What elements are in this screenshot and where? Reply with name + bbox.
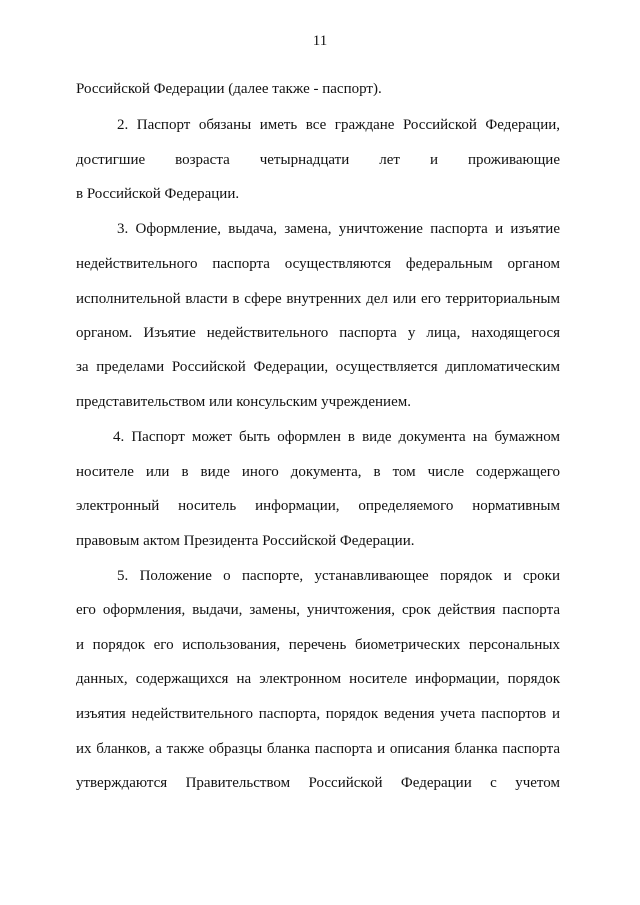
text-line: электронный носитель информации, определяемого нормативным xyxy=(76,498,560,514)
text-line: правовым актом Президента Российской Федерации. xyxy=(76,533,415,549)
text-line: достигшие возраста четырнадцати лет и проживающие xyxy=(76,152,560,168)
text-line: в Российской Федерации. xyxy=(76,186,240,202)
text-line: 5. Положение о паспорте, устанавливающее порядок и сроки xyxy=(117,568,560,584)
text-line: носителе или в виде иного документа, в том числе содержащего xyxy=(76,464,560,480)
text-line: 3. Оформление, выдача, замена, уничтожение паспорта и изъятие xyxy=(117,221,560,237)
text-line: органом. Изъятие недействительного паспорта у лица, находящегося xyxy=(76,325,560,341)
text-line: 2. Паспорт обязаны иметь все граждане Российской Федерации, xyxy=(117,117,560,133)
page-number: 11 xyxy=(312,33,328,49)
text-line: и порядок его использования, перечень биометрических персональных xyxy=(76,637,560,653)
text-line: его оформления, выдачи, замены, уничтожения, срок действия паспорта xyxy=(76,602,560,618)
text-line: представительством или консульским учреждением. xyxy=(76,394,411,410)
text-line: данных, содержащихся на электронном носителе информации, порядок xyxy=(76,671,560,687)
text-line: изъятия недействительного паспорта, порядок ведения учета паспортов и xyxy=(76,706,560,722)
text-line: за пределами Российской Федерации, осуществляется дипломатическим xyxy=(76,359,560,375)
text-line: их бланков, а также образцы бланка паспорта и описания бланка паспорта xyxy=(76,741,560,757)
text-line: утверждаются Правительством Российской Федерации с учетом xyxy=(76,775,560,791)
text-line: 4. Паспорт может быть оформлен в виде документа на бумажном xyxy=(113,429,560,445)
text-line: Российской Федерации (далее также - паспорт). xyxy=(76,81,382,97)
text-line: недействительного паспорта осуществляются федеральным органом xyxy=(76,256,560,272)
text-line: исполнительной власти в сфере внутренних дел или его территориальным xyxy=(76,291,560,307)
